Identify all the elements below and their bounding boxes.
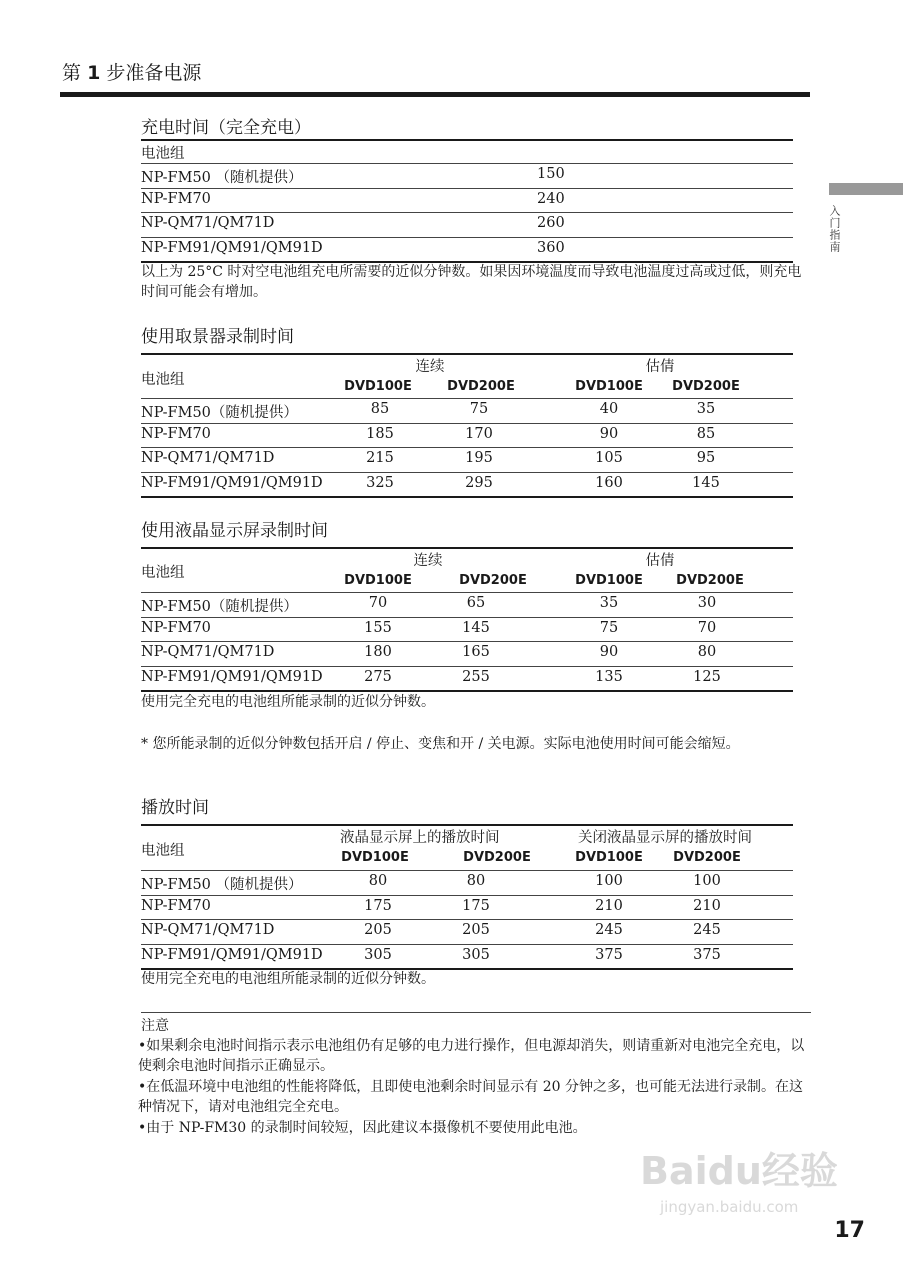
minutes-cell: 80 [368, 873, 388, 889]
charge-note: 以上为 25°C 时对空电池组充电所需要的近似分钟数。如果因环境温度而导致电池温度过高或过低，则充电时间可能会有增加。 [141, 264, 802, 300]
minutes-cell: 305 [462, 946, 490, 963]
model-subheader: DVD100E [344, 573, 412, 588]
minutes-cell: 210 [595, 897, 623, 914]
minutes-cell: 95 [696, 450, 716, 466]
battery-name: NP-QM71/QM71D [141, 644, 275, 660]
minutes-cell: 205 [462, 922, 490, 938]
watermark-sub: jingyan.baidu.com [660, 1198, 799, 1216]
header-rule [60, 92, 810, 97]
table-row [141, 641, 793, 665]
table-row [141, 188, 793, 212]
model-subheader: DVD100E [575, 850, 643, 865]
minutes-cell: 160 [595, 474, 623, 491]
table-row [141, 944, 793, 968]
side-tab-label: 入门指南 [828, 205, 841, 253]
model-subheader: DVD100E [575, 573, 643, 588]
table-row [141, 472, 793, 496]
model-subheader: DVD100E [575, 379, 643, 394]
minutes-cell: 175 [462, 897, 490, 914]
model-subheader: DVD200E [459, 573, 527, 588]
table-row [141, 237, 793, 261]
lcd-note: 使用完全充电的电池组所能录制的近似分钟数。 [141, 694, 435, 710]
minutes-cell: 80 [697, 644, 717, 660]
model-subheader: DVD200E [673, 850, 741, 865]
minutes-cell: 90 [599, 644, 619, 660]
table-row [141, 617, 793, 641]
charge-minutes: 260 [537, 215, 565, 231]
charge-minutes: 240 [537, 190, 565, 207]
minutes-cell: 375 [693, 946, 721, 963]
group-label: 连续 [413, 553, 443, 569]
step-title: 步准备电源 [106, 62, 202, 84]
model-subheader: DVD100E [344, 379, 412, 394]
table-row [141, 163, 793, 187]
minutes-cell: 155 [364, 619, 392, 636]
battery-name: NP-QM71/QM71D [141, 922, 275, 938]
group-label: 估倩 [645, 553, 675, 569]
minutes-cell: 165 [462, 644, 490, 660]
minutes-cell: 80 [466, 873, 486, 889]
charge-minutes: 150 [537, 166, 565, 182]
minutes-cell: 85 [370, 401, 390, 417]
viewfinder-title: 使用取景器录制时间 [141, 327, 294, 347]
minutes-cell: 100 [595, 873, 623, 889]
table-row [141, 895, 793, 919]
battery-name: NP-FM50（随机提供） [141, 405, 298, 421]
column-header: 电池组 [141, 843, 185, 859]
minutes-cell: 295 [465, 474, 493, 491]
minutes-cell: 100 [693, 873, 721, 889]
table-row [141, 398, 793, 422]
model-subheader: DVD200E [672, 379, 740, 394]
minutes-cell: 375 [595, 946, 623, 963]
column-header: 电池组 [141, 146, 185, 162]
table-rule [141, 496, 793, 498]
model-subheader: DVD100E [341, 850, 409, 865]
minutes-cell: 30 [697, 595, 717, 611]
battery-name: NP-FM70 [141, 190, 211, 207]
battery-name: NP-FM70 [141, 619, 211, 636]
minutes-cell: 210 [693, 897, 721, 914]
group-label: 液晶显示屏上的播放时间 [340, 830, 500, 846]
charge-title: 充电时间（完全充电） [141, 118, 311, 138]
page-number: 17 [834, 1218, 865, 1243]
column-header: 电池组 [141, 372, 185, 388]
minutes-cell: 105 [595, 450, 623, 466]
battery-name: NP-FM70 [141, 425, 211, 442]
notes-rule [141, 1012, 811, 1013]
table-row [141, 423, 793, 447]
table-row [141, 212, 793, 236]
note-item: •如果剩余电池时间指示表示电池组仍有足够的电力进行操作，但电源却消失，则请重新对电池完全充电，以使剩余电池时间指示正确显示。 [138, 1038, 805, 1074]
page-header [62, 58, 201, 85]
battery-name: NP-FM91/QM91/QM91D [141, 474, 323, 491]
lcd-subheaders [141, 570, 793, 594]
minutes-cell: 85 [696, 425, 716, 442]
model-subheader: DVD200E [463, 850, 531, 865]
minutes-cell: 245 [595, 922, 623, 938]
minutes-cell: 145 [692, 474, 720, 491]
minutes-cell: 135 [595, 668, 623, 685]
table-row [141, 666, 793, 690]
note-item: •由于 NP-FM30 的录制时间较短，因此建议本摄像机不要使用此电池。 [138, 1120, 587, 1136]
minutes-cell: 205 [364, 922, 392, 938]
side-tab-bar [829, 183, 903, 195]
lcd-title: 使用液晶显示屏录制时间 [141, 521, 328, 541]
minutes-cell: 75 [599, 619, 619, 636]
baidu-watermark [640, 1140, 838, 1216]
viewfinder-subheaders [141, 376, 793, 400]
charge-minutes: 360 [537, 239, 565, 256]
minutes-cell: 275 [364, 668, 392, 685]
minutes-cell: 305 [364, 946, 392, 963]
battery-name: NP-FM91/QM91/QM91D [141, 239, 323, 256]
table-row [141, 870, 793, 894]
table-row [141, 919, 793, 943]
watermark-main: Baidu经验 [640, 1149, 838, 1193]
minutes-cell: 245 [693, 922, 721, 938]
battery-name: NP-FM91/QM91/QM91D [141, 668, 323, 685]
minutes-cell: 75 [469, 401, 489, 417]
minutes-cell: 35 [696, 401, 716, 417]
minutes-cell: 40 [599, 401, 619, 417]
battery-name: NP-FM50（随机提供） [141, 599, 298, 615]
minutes-cell: 145 [462, 619, 490, 636]
playback-subheaders [141, 847, 793, 871]
minutes-cell: 180 [364, 644, 392, 660]
minutes-cell: 70 [697, 619, 717, 636]
charge-header-row [141, 139, 793, 163]
minutes-cell: 65 [466, 595, 486, 611]
minutes-cell: 325 [366, 474, 394, 491]
step-number: 1 [87, 62, 101, 84]
group-label: 关闭液晶显示屏的播放时间 [578, 830, 752, 846]
battery-name: NP-FM50 （随机提供） [141, 877, 303, 893]
table-row [141, 592, 793, 616]
minutes-cell: 70 [368, 595, 388, 611]
minutes-cell: 195 [465, 450, 493, 466]
column-header: 电池组 [141, 565, 185, 581]
minutes-cell: 125 [693, 668, 721, 685]
model-subheader: DVD200E [447, 379, 515, 394]
minutes-cell: 35 [599, 595, 619, 611]
battery-name: NP-FM50 （随机提供） [141, 170, 303, 186]
battery-name: NP-FM70 [141, 897, 211, 914]
battery-name: NP-QM71/QM71D [141, 215, 275, 231]
table-row [141, 447, 793, 471]
minutes-cell: 215 [366, 450, 394, 466]
battery-name: NP-FM91/QM91/QM91D [141, 946, 323, 963]
group-label: 估倩 [645, 359, 675, 375]
battery-name: NP-QM71/QM71D [141, 450, 275, 466]
minutes-cell: 185 [366, 425, 394, 442]
group-label: 连续 [415, 359, 445, 375]
notes-title: 注意 [141, 1018, 169, 1034]
playback-note: 使用完全充电的电池组所能录制的近似分钟数。 [141, 971, 435, 987]
minutes-cell: 175 [364, 897, 392, 914]
minutes-cell: 255 [462, 668, 490, 685]
step-prefix: 第 [62, 62, 82, 84]
model-subheader: DVD200E [676, 573, 744, 588]
lcd-footnote: * 您所能录制的近似分钟数包括开启 / 停止、变焦和开 / 关电源。实际电池使用时间可能会缩短。 [141, 736, 740, 752]
minutes-cell: 90 [599, 425, 619, 442]
minutes-cell: 170 [465, 425, 493, 442]
note-item: •在低温环境中电池组的性能将降低，且即使电池剩余时间显示有 20 分钟之多，也可能无法进行录制。在这种情况下，请对电池组完全充电。 [138, 1079, 803, 1115]
playback-title: 播放时间 [141, 798, 209, 818]
